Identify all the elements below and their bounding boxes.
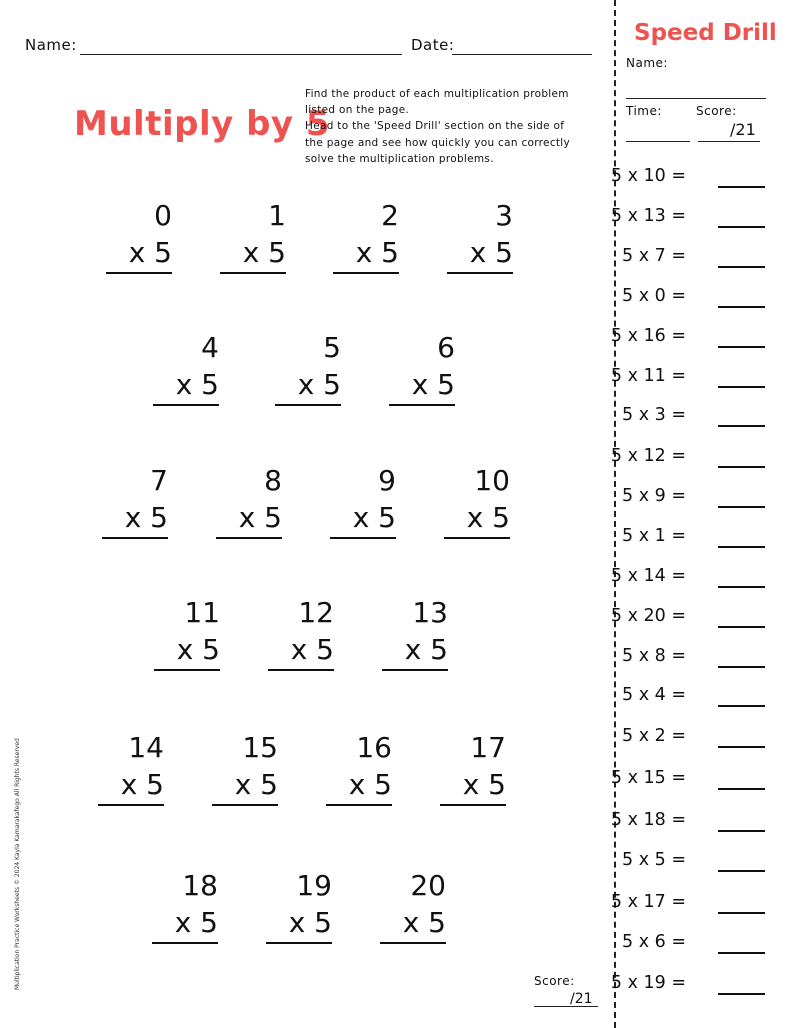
problem-13 [382,594,448,671]
name-field[interactable] [80,54,402,55]
instruction-line: solve the multiplication problems. [305,152,494,165]
problem-multiplier: x 5 [404,633,448,666]
speed-drill-answer-line[interactable] [718,466,765,468]
problem-8 [216,462,282,539]
speed-drill-answer-line[interactable] [718,506,765,508]
instruction-line: Head to the 'Speed Drill' section on the side of [305,120,565,133]
speed-drill-item [610,166,772,192]
name-label: Name: [25,36,77,54]
speed-drill-answer-line[interactable] [718,788,765,790]
speed-drill-answer-line[interactable] [718,666,765,668]
problem-18 [152,867,218,944]
problem-multiplier: x 5 [174,906,218,939]
speed-drill-item [622,526,772,552]
speed-drill-answer-line[interactable] [718,306,765,308]
speed-drill-item [610,366,772,392]
speed-drill-name-label: Name: [626,56,668,70]
speed-drill-answer-line[interactable] [718,952,765,954]
problem-number: 11 [184,596,220,629]
speed-drill-item [610,768,772,794]
speed-drill-question: 5 x 2 = [622,726,686,746]
speed-drill-question: 5 x 1 = [622,526,686,546]
score-total: /21 [570,991,593,1007]
problem-number: 10 [474,464,510,497]
speed-drill-question: 5 x 6 = [622,932,686,952]
score-label: Score: [534,974,575,988]
speed-drill-answer-line[interactable] [718,425,765,427]
answer-line[interactable] [333,272,399,274]
speed-drill-question: 5 x 9 = [622,486,686,506]
answer-line[interactable] [380,942,446,944]
speed-drill-item [610,810,772,836]
time-label: Time: [626,104,662,118]
speed-drill-item [622,726,772,752]
speed-drill-question: 5 x 5 = [622,850,686,870]
speed-drill-answer-line[interactable] [718,870,765,872]
problem-multiplier: x 5 [348,768,392,801]
speed-drill-item [622,850,772,876]
problem-number: 7 [150,464,168,497]
answer-line[interactable] [106,272,172,274]
problem-number: 5 [323,331,341,364]
speed-drill-item [610,326,772,352]
answer-line[interactable] [152,942,218,944]
answer-line[interactable] [268,669,334,671]
problem-number: 14 [128,731,164,764]
problem-multiplier: x 5 [288,906,332,939]
instruction-line: listed on the page. [305,104,410,117]
speed-drill-question: 5 x 8 = [622,646,686,666]
speed-drill-question: 5 x 20 = [610,606,686,626]
speed-drill-question: 5 x 18 = [610,810,686,830]
speed-drill-question: 5 x 3 = [622,405,686,425]
problem-number: 9 [378,464,396,497]
problem-number: 1 [268,199,286,232]
problem-multiplier: x 5 [466,501,510,534]
answer-line[interactable] [102,537,168,539]
speed-drill-score-field[interactable] [698,141,760,142]
speed-drill-item [622,486,772,512]
speed-drill-answer-line[interactable] [718,746,765,748]
speed-drill-question: 5 x 10 = [610,166,686,186]
problem-1 [220,197,286,274]
problem-multiplier: x 5 [402,906,446,939]
speed-drill-answer-line[interactable] [718,586,765,588]
answer-line[interactable] [447,272,513,274]
time-field[interactable] [626,141,690,142]
problem-multiplier: x 5 [120,768,164,801]
problem-19 [266,867,332,944]
problem-number: 6 [437,331,455,364]
problem-4 [153,329,219,406]
speed-drill-question: 5 x 7 = [622,246,686,266]
speed-drill-name-field[interactable] [626,98,766,99]
speed-drill-answer-line[interactable] [718,266,765,268]
speed-drill-item [610,566,772,592]
speed-drill-answer-line[interactable] [718,226,765,228]
problem-number: 19 [296,869,332,902]
problem-multiplier: x 5 [462,768,506,801]
problem-multiplier: x 5 [238,501,282,534]
speed-drill-item [622,646,772,672]
speed-drill-item [610,206,772,232]
speed-drill-answer-line[interactable] [718,546,765,548]
problem-number: 15 [242,731,278,764]
problem-multiplier: x 5 [175,368,219,401]
problem-multiplier: x 5 [355,236,399,269]
speed-drill-title: Speed Drill [634,20,777,46]
speed-drill-item [610,606,772,632]
answer-line[interactable] [220,272,286,274]
problem-number: 8 [264,464,282,497]
problem-12 [268,594,334,671]
problem-2 [333,197,399,274]
speed-drill-question: 5 x 4 = [622,685,686,705]
problem-10 [444,462,510,539]
answer-line[interactable] [266,942,332,944]
date-label: Date: [411,36,455,54]
problem-14 [98,729,164,806]
problem-number: 2 [381,199,399,232]
problem-number: 16 [356,731,392,764]
speed-drill-score-label: Score: [696,104,737,118]
problem-number: 3 [495,199,513,232]
speed-drill-answer-line[interactable] [718,830,765,832]
problem-number: 4 [201,331,219,364]
instruction-line: Find the product of each multiplication problem [305,88,569,100]
speed-drill-answer-line[interactable] [718,912,765,914]
problem-20 [380,867,446,944]
problem-multiplier: x 5 [290,633,334,666]
answer-line[interactable] [444,537,510,539]
problem-multiplier: x 5 [234,768,278,801]
speed-drill-score-total: /21 [730,120,756,139]
speed-drill-question: 5 x 13 = [610,206,686,226]
answer-line[interactable] [98,804,164,806]
speed-drill-question: 5 x 11 = [610,366,686,386]
answer-line[interactable] [154,669,220,671]
speed-drill-item [610,892,772,918]
speed-drill-question: 5 x 17 = [610,892,686,912]
answer-line[interactable] [212,804,278,806]
problem-11 [154,594,220,671]
speed-drill-answer-line[interactable] [718,705,765,707]
problem-multiplier: x 5 [124,501,168,534]
copyright-text: Multiplication Practice Worksheets © 2024 Kayla Kamarakafego All Rights Reserved [14,738,21,990]
speed-drill-question: 5 x 14 = [610,566,686,586]
speed-drill-question: 5 x 15 = [610,768,686,788]
problem-multiplier: x 5 [297,368,341,401]
cut-line-divider [614,0,616,1028]
speed-drill-answer-line[interactable] [718,386,765,388]
problem-multiplier: x 5 [411,368,455,401]
problem-7 [102,462,168,539]
problem-6 [389,329,455,406]
problem-15 [212,729,278,806]
speed-drill-item [622,405,772,431]
instruction-line: the page and see how quickly you can correctly [305,136,571,149]
speed-drill-item [610,446,772,472]
problem-multiplier: x 5 [176,633,220,666]
speed-drill-item [610,973,772,999]
problem-number: 18 [182,869,218,902]
problem-multiplier: x 5 [469,236,513,269]
problem-number: 0 [154,199,172,232]
speed-drill-answer-line[interactable] [718,993,765,995]
problem-number: 13 [412,596,448,629]
problem-9 [330,462,396,539]
problem-17 [440,729,506,806]
problem-0 [106,197,172,274]
speed-drill-answer-line[interactable] [718,346,765,348]
speed-drill-item [622,286,772,312]
answer-line[interactable] [389,404,455,406]
answer-line[interactable] [275,404,341,406]
speed-drill-question: 5 x 0 = [622,286,686,306]
instructions [305,86,595,167]
problem-16 [326,729,392,806]
speed-drill-item [622,932,772,958]
answer-line[interactable] [153,404,219,406]
answer-line[interactable] [440,804,506,806]
speed-drill-answer-line[interactable] [718,186,765,188]
answer-line[interactable] [326,804,392,806]
date-field[interactable] [452,54,592,55]
problem-multiplier: x 5 [352,501,396,534]
problem-number: 12 [298,596,334,629]
problem-3 [447,197,513,274]
speed-drill-question: 5 x 19 = [610,973,686,993]
problem-multiplier: x 5 [128,236,172,269]
problem-number: 17 [470,731,506,764]
answer-line[interactable] [330,537,396,539]
speed-drill-answer-line[interactable] [718,626,765,628]
answer-line[interactable] [382,669,448,671]
answer-line[interactable] [216,537,282,539]
speed-drill-question: 5 x 12 = [610,446,686,466]
speed-drill-item [622,246,772,272]
problem-5 [275,329,341,406]
speed-drill-item [622,685,772,711]
problem-multiplier: x 5 [242,236,286,269]
speed-drill-question: 5 x 16 = [610,326,686,346]
problem-number: 20 [410,869,446,902]
worksheet-title: Multiply by 5 [74,104,331,144]
